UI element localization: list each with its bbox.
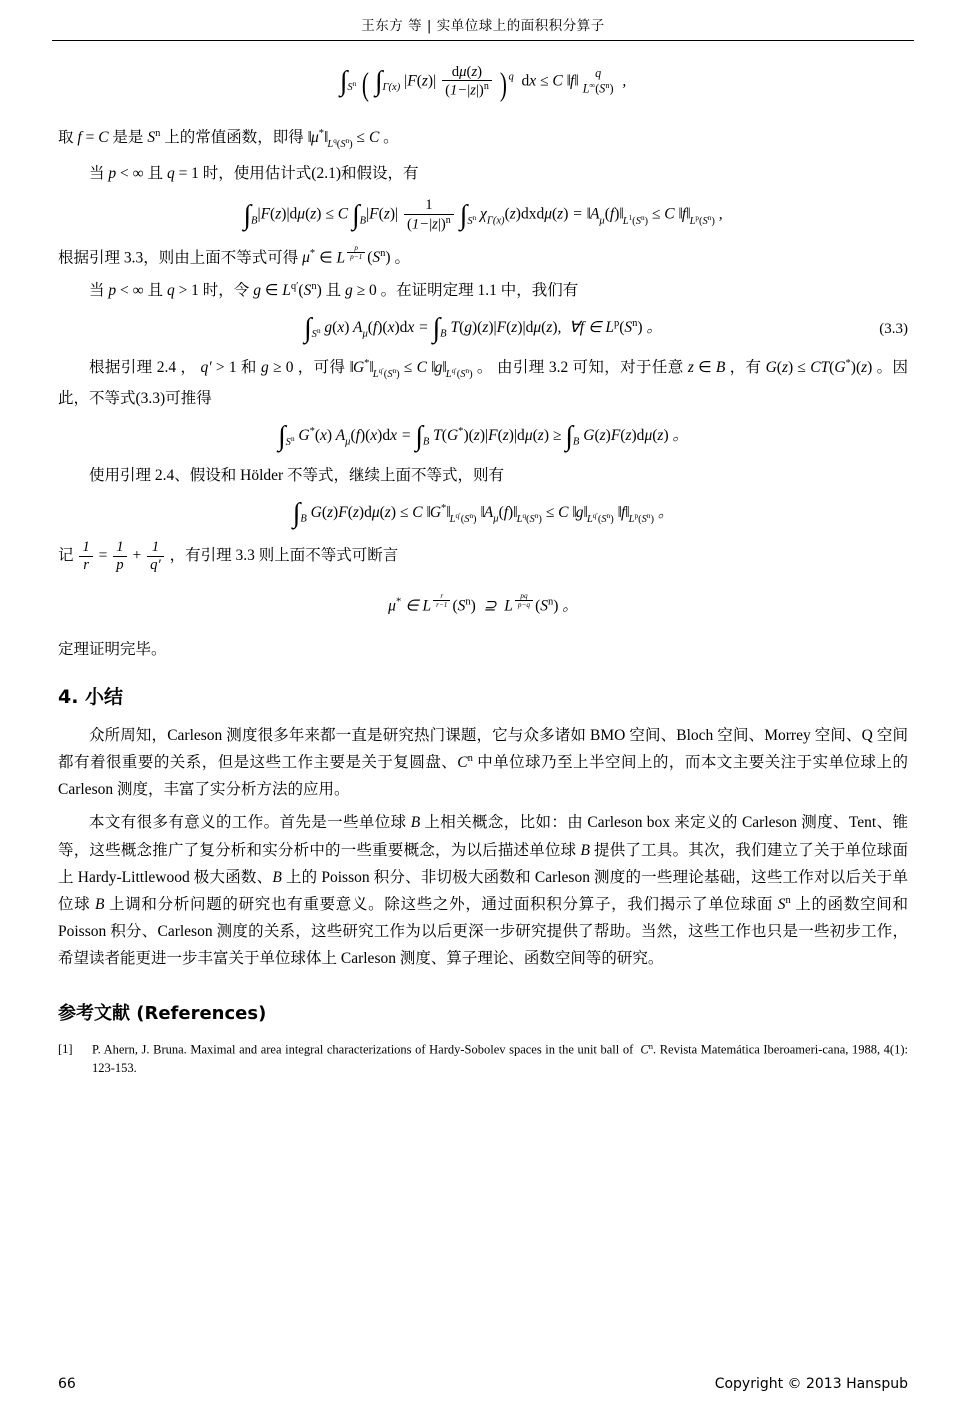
paragraph-5: 根据引理 2.4 ， q′ > 1 和 g ≥ 0 ，可得 $‖G^*‖_{L^{q'}(S^n)} \le C$ $‖g‖_{L^{q'}(S^n)}$ 。 由引理 3.2 可知，对于任意 z ∈ B ，有 G(z) ≤ CT(G*)(z) 。因此，不等式(3.3)可推得 bbox=[58, 358, 908, 407]
section4-paragraph-2: 本文有很多有意义的工作。首先是一些单位球 B 上相关概念，比如：由 Carleson box 来定义的 Carleson 测度、Tent、锥等，这些概念推广了复分析和实分析中的一些重要概念，为以后描述单位球 B 提供了工具。其次，我们建立了关于单位球面上 Hardy-Littlewood 极大函数、B 上的 Poisson 积分、非切极大函数和 Carleson 测度的一些理论基础，这些工作对以后关于单位球 B 上调和分析问题的研究也有重要意义。除这些之外，通过面积积分算子，我们揭示了单位球面 $S^n$ 上的函数空间和 Poisson 积分、Carleson 测度的关系，这些研究工作为以后更深一步研究提供了帮助。当然，这些工作也只是一些初步工作，希望读者能更进一步丰富关于单位球体上 Carleson 测度、算子理论、函数空间等的研究。 bbox=[58, 814, 908, 968]
equation-5-math: $\int_B$ G(z)F(z)dμ(z) ≤ C $‖G^*‖_{L^{q'}(S^n)}$ $‖A_\mu(f)‖_{L^q(S^n)} \le C$ $‖g‖_{L^{q'}(S^n)}$ $‖f‖_{L^p(S^n)}$ 。 bbox=[292, 498, 674, 530]
equation-4-math: $\int_{S^n}$ G*(x) $A_\mu(f)(x)dx = \int_B$ $T(G^*)(z)|F(z)|d\mu(z) \ge \int_B$ G(z)F(z)dμ(z) 。 bbox=[278, 420, 688, 452]
equation-3-math: $\int_{S^n}$ g(x) $A_\mu(f)(x)dx = \int_B$ T(g)(z)|F(z)|dμ(z), ∀f ∈ $L^p(S^n)$ 。 bbox=[304, 313, 662, 345]
paragraph-2: 当 p < ∞ 且 q = 1 时，使用估计式(2.1)和假设，有 bbox=[89, 165, 419, 183]
article-body bbox=[58, 57, 908, 1078]
equation-1-math: $\int_{S^n}$ ( $\int_{\Gamma(x)}$ |F(z)| $\frac{d\mu(z)}{(1-|z|)^n}$ ) $^q$ dx ≤ C ‖f‖ q $L^\infty(S^n)$ , bbox=[339, 63, 627, 103]
equation-5 bbox=[58, 499, 908, 529]
header-rule bbox=[52, 40, 914, 41]
page-footer bbox=[58, 1376, 908, 1392]
equation-3-number: (3.3) bbox=[879, 321, 908, 338]
references-heading: 参考文献 (References) bbox=[58, 1003, 267, 1025]
reference-text-part2: . Revista Matemática Iberoameri-cana, 1988, 4(1): 123-153. bbox=[92, 1042, 908, 1076]
equation-4 bbox=[58, 422, 908, 452]
paragraph-4: 当 p < ∞ 且 q > 1 时，令 g ∈ $L^{q'}(S^n)$ 且 g ≥ 0 。在证明定理 1.1 中，我们有 bbox=[89, 281, 579, 300]
page-number: 66 bbox=[58, 1376, 76, 1392]
reference-math-sup: n bbox=[648, 1040, 653, 1051]
paragraph-3: 根据引理 3.3，则由上面不等式可得 μ* ∈ L $^{\frac{p}{p-1}}$ $(S^n)$ 。 bbox=[58, 243, 410, 267]
equation-2-math: $\int_B|F(z)|d\mu(z) \le C$ $\int_B|F(z)|$ $\frac{1}{(1-|z|)^n}$ $\int_{S^n}$ $\chi_{\Gamma(x)}(z)dxd\mu(z)$ = $‖A_\mu(f)‖_{L^1(S^n)} \le C$ $‖f‖_{L^p(S^n)}$ , bbox=[243, 197, 723, 233]
copyright-notice: Copyright © 2013 Hanspub bbox=[714, 1376, 908, 1392]
running-head: 王东方 等 | 实单位球上的面积积分算子 bbox=[361, 18, 605, 34]
reference-text-part1: P. Ahern, J. Bruna. Maximal and area integral characterizations of Hardy-Sobolev spaces in the unit ball of bbox=[92, 1042, 634, 1057]
reference-text bbox=[92, 1040, 908, 1078]
paragraph-1: 取 f = C 是是 $S^n$ 上的常值函数，即得 $‖\mu^*‖_{L^q(S^n)} \le C$ 。 bbox=[58, 128, 399, 150]
equation-2 bbox=[58, 197, 908, 233]
section-heading-4: 4. 小结 bbox=[58, 685, 124, 708]
reference-number: [1] bbox=[58, 1041, 73, 1056]
reference-item bbox=[58, 1040, 908, 1078]
equation-6-math: μ* ∈ L $^{\frac{r}{r-1}}$ $(S^n)$ ⊇ L $^{\frac{pq}{p-q}}$ $(S^n)$ 。 bbox=[388, 592, 578, 615]
equation-6 bbox=[58, 592, 908, 620]
reference-math: C bbox=[640, 1042, 649, 1057]
equation-3 bbox=[58, 314, 908, 344]
paragraph-6: 使用引理 2.4、假设和 Hölder 不等式，继续上面不等式，则有 bbox=[89, 466, 505, 484]
equation-1 bbox=[58, 57, 908, 114]
section4-paragraph-1: 众所周知，Carleson 测度很多年来都一直是研究热门课题，它与众多诸如 BMO 空间、Bloch 空间、Morrey 空间、Q 空间都有着很重要的关系，但是这些工作主要是关于复圆盘、$C^n$ 中单位球乃至上半空间上的，而本文主要关注于实单位球上的 Carleson 测度，丰富了实分析方法的应用。 bbox=[58, 727, 908, 799]
paragraph-7: 记 $\frac{1}{r}$ = $\frac{1}{p}$ + $\frac{1}{q'}$ ，有引理 3.3 则上面不等式可断言 bbox=[58, 539, 399, 574]
paragraph-8: 定理证明完毕。 bbox=[58, 640, 167, 658]
